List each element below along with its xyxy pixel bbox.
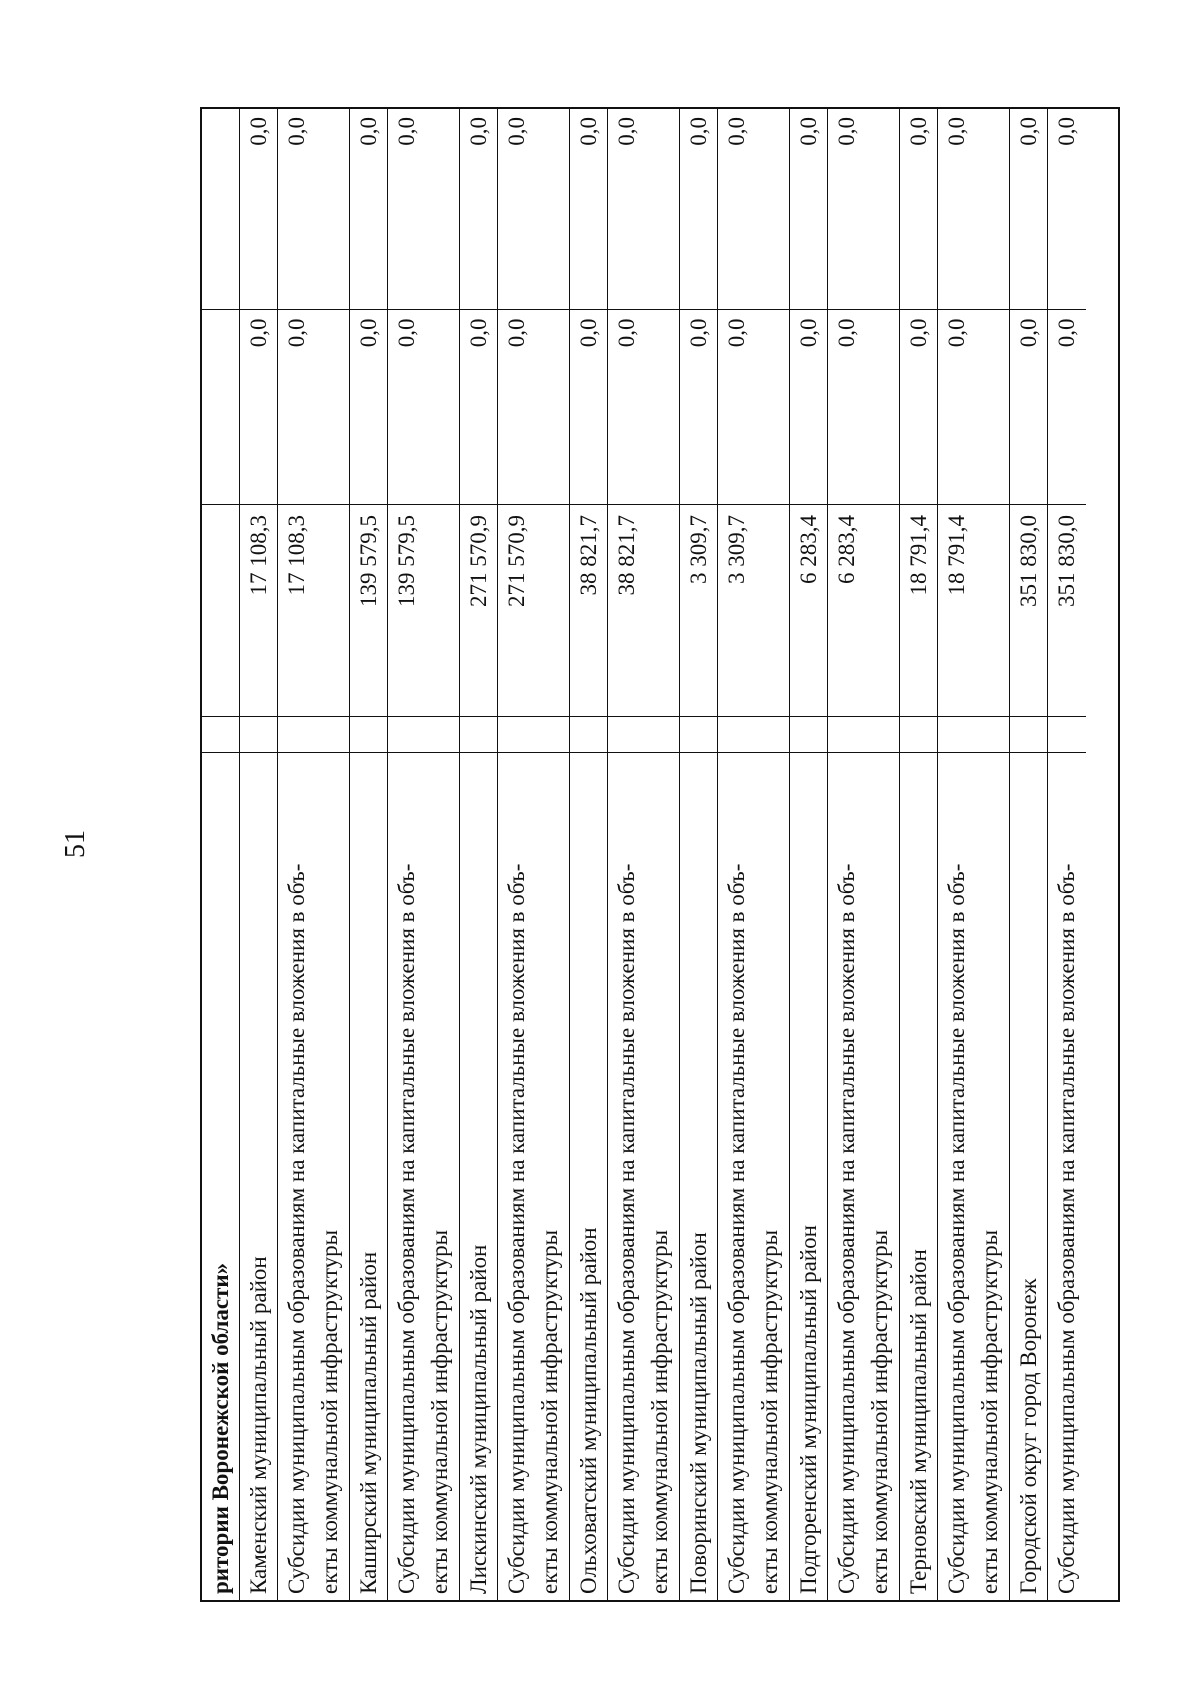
table-row [1048,109,1086,1600]
row-name-line2: екты коммунальной инфраструктуры [537,1229,562,1594]
row-name-cell [900,752,937,1600]
table-row [240,109,278,1600]
row-name-line1: Каширский муниципальный район [356,1251,381,1594]
row-code-cell [938,716,1009,752]
row-amount-cell: 139 579,5 [350,504,387,716]
row-col2-cell: 0,0 [790,309,827,504]
row-amount-cell: 139 579,5 [388,504,459,716]
row-col3-cell: 0,0 [1016,117,1041,146]
row-code-cell [680,716,717,752]
row-name-cell [460,752,497,1600]
row-name-line2: екты коммунальной инфраструктуры [757,1229,782,1594]
row-col3-cell: 0,0 [394,117,419,146]
row-name-line1: Городской округ город Воронеж [1016,1278,1041,1594]
row-col3-cell: 0,0 [284,117,309,146]
row-name-line2: екты коммунальной инфраструктуры [317,1229,342,1594]
row-code-cell [790,716,827,752]
row-amount-cell: 3 309,7 [680,504,717,716]
row-col3-cell: 0,0 [466,117,491,146]
row-name-cell [680,752,717,1600]
table-frame [200,107,1120,1602]
row-name-line1: Субсидии муниципальным образованиям на капитальные вложения в объ- [724,863,749,1594]
row-name-line1: Лискинский муниципальный район [466,1244,491,1594]
row-name-line1: Субсидии муниципальным образованиям на капитальные вложения в объ- [1054,863,1079,1594]
row-amount-cell: 351 830,0 [1048,504,1086,716]
row-amount-cell: 271 570,9 [460,504,497,716]
row-code-cell [608,716,679,752]
row-col2-cell: 0,0 [498,309,569,504]
row-amount-cell: 3 309,7 [718,504,789,716]
row-code-cell [718,716,789,752]
row-code-cell [1010,716,1047,752]
row-name-line1: Поворинский муниципальный район [686,1232,711,1594]
table-row [1010,109,1048,1600]
row-name-line1: Каменский муниципальный район [246,1256,271,1594]
row-amount-cell: 38 821,7 [570,504,607,716]
header-cell: ритории Воронежской области» [202,752,239,1600]
row-name-line1: Ольховатский муниципальный район [576,1227,601,1594]
row-col2-cell: 0,0 [680,309,717,504]
row-col3-cell: 0,0 [906,117,931,146]
row-col3-cell: 0,0 [504,117,529,146]
row-col3-cell: 0,0 [944,117,969,146]
table-row [680,109,718,1600]
row-col2-cell: 0,0 [388,309,459,504]
row-name-line2: екты коммунальной инфраструктуры [867,1229,892,1594]
row-col2-cell: 0,0 [900,309,937,504]
row-name-cell [388,752,459,1600]
table-row [570,109,608,1600]
row-name-cell [1048,752,1086,1600]
row-col3-cell: 0,0 [576,117,601,146]
row-col2-cell: 0,0 [350,309,387,504]
row-name-cell [1010,752,1047,1600]
row-amount-cell: 18 791,4 [900,504,937,716]
row-code-cell [388,716,459,752]
table-row [388,109,460,1600]
row-name-cell [498,752,569,1600]
row-code-cell [240,716,277,752]
row-name-cell [718,752,789,1600]
row-col2-cell: 0,0 [718,309,789,504]
row-col2-cell: 0,0 [1048,309,1086,504]
row-col3-cell: 0,0 [1054,117,1079,146]
row-col3-cell: 0,0 [614,117,639,146]
header-amount-cell [202,504,239,716]
row-amount-cell: 6 283,4 [828,504,899,716]
page-number: 51 [60,830,91,858]
row-name-line2: екты коммунальной инфраструктуры [427,1229,452,1594]
row-code-cell [350,716,387,752]
row-code-cell [828,716,899,752]
row-name-line1: Терновский муниципальный район [906,1249,931,1594]
row-name-line1: Субсидии муниципальным образованиям на капитальные вложения в объ- [834,863,859,1594]
table-row [608,109,680,1600]
row-col2-cell: 0,0 [570,309,607,504]
header-col3-cell [202,109,239,309]
table-row [938,109,1010,1600]
row-amount-cell: 6 283,4 [790,504,827,716]
row-col3-cell: 0,0 [796,117,821,146]
row-name-line1: Подгоренский муниципальный район [796,1225,821,1594]
row-amount-cell: 17 108,3 [240,504,277,716]
budget-table [200,107,1120,1602]
row-amount-cell: 38 821,7 [608,504,679,716]
row-amount-cell: 271 570,9 [498,504,569,716]
row-name-line2: екты коммунальной инфраструктуры [977,1229,1002,1594]
table-row [498,109,570,1600]
row-amount-cell: 17 108,3 [278,504,349,716]
row-name-line1: Субсидии муниципальным образованиям на капитальные вложения в объ- [394,863,419,1594]
row-amount-cell: 351 830,0 [1010,504,1047,716]
row-name-line1: Субсидии муниципальным образованиям на капитальные вложения в объ- [944,863,969,1594]
row-code-cell [498,716,569,752]
row-name-cell [240,752,277,1600]
row-name-cell [608,752,679,1600]
row-name-line2: екты коммунальной инфраструктуры [647,1229,672,1594]
table-row [460,109,498,1600]
row-name-line1: Субсидии муниципальным образованиям на капитальные вложения в объ- [504,863,529,1594]
row-name-line1: Субсидии муниципальным образованиям на капитальные вложения в объ- [614,863,639,1594]
table-row [278,109,350,1600]
row-name-cell [570,752,607,1600]
row-name-cell [790,752,827,1600]
row-code-cell [1048,716,1086,752]
row-name-cell [828,752,899,1600]
row-name-cell [278,752,349,1600]
row-col2-cell: 0,0 [1010,309,1047,504]
row-col2-cell: 0,0 [278,309,349,504]
row-col2-cell: 0,0 [608,309,679,504]
row-name-cell [938,752,1009,1600]
table-row [790,109,828,1600]
table-row [828,109,900,1600]
table-row [900,109,938,1600]
header-col2-cell [202,309,239,504]
row-code-cell [460,716,497,752]
row-code-cell [278,716,349,752]
table-row [350,109,388,1600]
row-col2-cell: 0,0 [828,309,899,504]
row-col3-cell: 0,0 [686,117,711,146]
row-col2-cell: 0,0 [240,309,277,504]
row-name-line1: Субсидии муниципальным образованиям на капитальные вложения в объ- [284,863,309,1594]
row-col2-cell: 0,0 [460,309,497,504]
row-name-cell [350,752,387,1600]
row-amount-cell: 18 791,4 [938,504,1009,716]
row-code-cell [900,716,937,752]
row-col3-cell: 0,0 [356,117,381,146]
row-code-cell [570,716,607,752]
row-col3-cell: 0,0 [724,117,749,146]
table-header-row [202,109,240,1600]
table-row [718,109,790,1600]
row-col3-cell: 0,0 [834,117,859,146]
header-code-cell [202,716,239,752]
row-col2-cell: 0,0 [938,309,1009,504]
row-col3-cell: 0,0 [246,117,271,146]
